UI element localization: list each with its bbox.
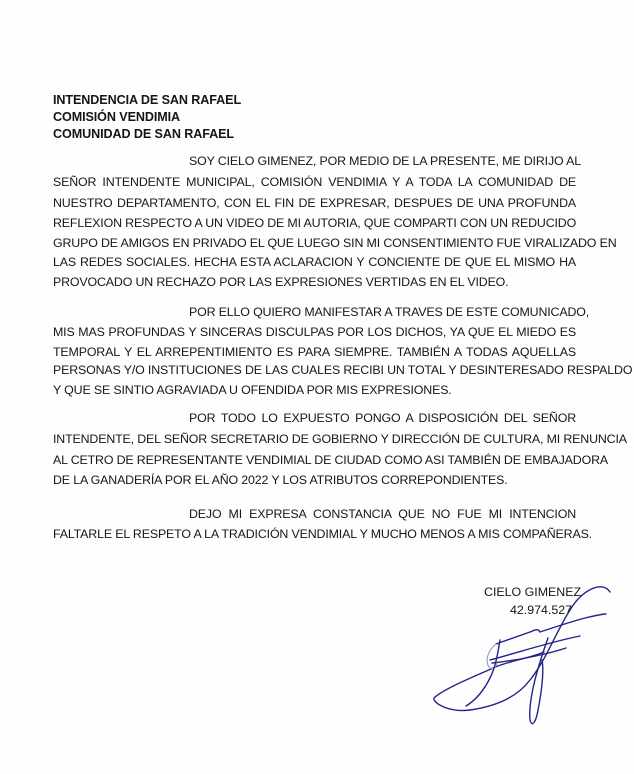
signatory-id-number: 42.974.527: [510, 603, 573, 617]
paragraph-line: INTENDENTE, DEL SEÑOR SECRETARIO DE GOBIERNO Y DIRECCIÓN DE CULTURA, MI RENUNCIA: [53, 432, 627, 446]
signature-stroke: [466, 640, 500, 706]
addressee-line: COMISIÓN VENDIMIA: [53, 110, 181, 124]
paragraph-line: DE LA GANADERÍA POR EL AÑO 2022 Y LOS ATRIBUTOS CORREPONDIENTES.: [53, 473, 508, 487]
paragraph-line: GRUPO DE AMIGOS EN PRIVADO EL QUE LUEGO SIN MI CONSENTIMIENTO FUE VIRALIZADO EN: [53, 236, 617, 250]
signature-stroke: [496, 614, 606, 644]
paragraph-line: REFLEXION RESPECTO A UN VIDEO DE MI AUTORIA, QUE COMPARTI CON UN REDUCIDO: [53, 216, 577, 230]
paragraph-line: SOY CIELO GIMENEZ, POR MEDIO DE LA PRESENTE, ME DIRIJO AL: [189, 154, 581, 168]
addressee-block: [53, 92, 241, 143]
signature-stroke: [530, 638, 548, 724]
paragraph-line: MIS MAS PROFUNDAS Y SINCERAS DISCULPAS POR LOS DICHOS, YA QUE EL MIEDO ES: [53, 325, 576, 339]
paragraph-line: Y QUE SE SINTIO AGRAVIADA U OFENDIDA POR MIS EXPRESIONES.: [53, 383, 452, 397]
addressee-line: INTENDENCIA DE SAN RAFAEL: [53, 93, 242, 107]
paragraph-line: DEJO MI EXPRESA CONSTANCIA QUE NO FUE MI INTENCION: [189, 507, 576, 521]
paragraph-line: POR TODO LO EXPUESTO PONGO A DISPOSICIÓN DEL SEÑOR: [189, 411, 576, 425]
addressee-line: COMUNIDAD DE SAN RAFAEL: [53, 127, 235, 141]
signature-stroke: [487, 644, 496, 669]
signature-stroke: [490, 636, 580, 660]
paragraph-line: SEÑOR INTENDENTE MUNICIPAL, COMISIÓN VENDIMIA Y A TODA LA COMUNIDAD DE: [53, 175, 576, 189]
signatory-name: CIELO GIMENEZ: [484, 585, 582, 599]
paragraph-line: TEMPORAL Y EL ARREPENTIMIENTO ES PARA SIEMPRE. TAMBIÉN A TODAS AQUELLAS: [53, 345, 576, 359]
paragraph-line: PERSONAS Y/O INSTITUCIONES DE LAS CUALES RECIBI UN TOTAL Y DESINTERESADO RESPALDO: [53, 363, 633, 377]
paragraph-line: PROVOCADO UN RECHAZO POR LAS EXPRESIONES VERTIDAS EN EL VIDEO.: [53, 275, 509, 289]
paragraph-line: FALTARLE EL RESPETO A LA TRADICIÓN VENDIMIAL Y MUCHO MENOS A MIS COMPAÑERAS.: [53, 527, 592, 541]
paragraph-line: AL CETRO DE REPRESENTANTE VENDIMIAL DE CIUDAD COMO ASI TAMBIÉN DE EMBAJADORA: [53, 453, 608, 467]
signature-stroke: [492, 648, 566, 663]
paragraph-line: LAS REDES SOCIALES. HECHA ESTA ACLARACION Y CONCIENTE DE QUE EL MISMO HA: [53, 255, 576, 269]
paragraph-line: POR ELLO QUIERO MANIFESTAR A TRAVES DE ESTE COMUNICADO,: [189, 305, 590, 319]
paragraph-line: NUESTRO DEPARTAMENTO, CON EL FIN DE EXPRESAR, DESPUES DE UNA PROFUNDA: [53, 196, 576, 210]
